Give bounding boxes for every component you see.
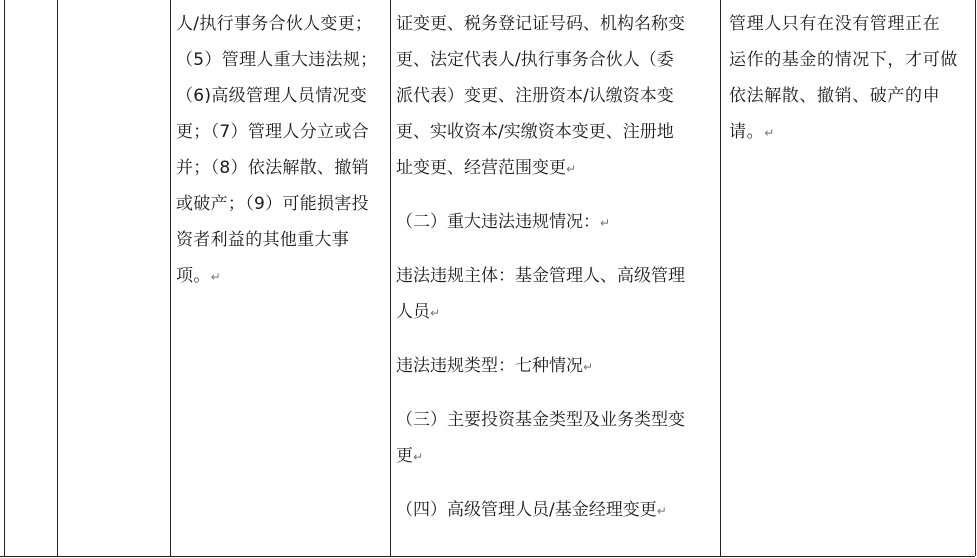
text-line: 更；（7）管理人分立或合 <box>176 122 369 142</box>
paragraph-section-4 <box>396 492 716 529</box>
paragraph-mark-icon: ↵ <box>210 270 221 284</box>
text-line: 运作的基金的情况下，才可做 <box>729 50 958 70</box>
text-line: 派代表）变更、注册资本/认缴资本变 <box>396 86 674 106</box>
text-line <box>396 204 716 241</box>
column-divider-2 <box>170 0 171 556</box>
text-line <box>396 150 716 187</box>
column-divider-1 <box>57 0 58 556</box>
table-border-left <box>4 0 5 556</box>
text-line <box>396 438 716 475</box>
text-line: 管理人只有在没有管理正在 <box>729 14 941 34</box>
paragraph-registration-changes <box>396 6 716 187</box>
text-line: 人/执行事务合伙人变更； <box>176 14 373 34</box>
text-fragment: 依法解散、撤销、破产的申请。 <box>729 86 941 142</box>
text-line <box>396 294 716 331</box>
paragraph-violation-types <box>396 348 716 385</box>
paragraph-mark-icon: ↵ <box>430 306 441 320</box>
cell-change-items <box>176 6 388 295</box>
text-line <box>729 78 973 151</box>
cell-disclosure-details <box>396 6 716 529</box>
text-line: （6)高级管理人员情况变 <box>176 86 368 106</box>
text-fragment: 违法违规类型：七种情况 <box>396 356 583 376</box>
paragraph-violation-subject <box>396 258 716 331</box>
text-fragment: 项。 <box>176 266 211 286</box>
text-line <box>396 348 716 385</box>
column-divider-4 <box>720 0 721 556</box>
paragraph-section-3 <box>396 402 716 475</box>
section-heading: （二）重大违法违规情况： <box>396 212 600 232</box>
section-heading: （四）高级管理人员/基金经理变更 <box>396 500 657 520</box>
paragraph-mark-icon: ↵ <box>566 162 577 176</box>
text-line: 或破产；（9）可能损害投 <box>176 194 369 214</box>
text-line: 并；（8）依法解散、撤销 <box>176 158 369 178</box>
paragraph-mark-icon: ↵ <box>600 216 611 230</box>
paragraph-mark-icon: ↵ <box>764 126 775 140</box>
column-divider-3 <box>390 0 391 556</box>
table-border-bottom <box>0 556 975 557</box>
paragraph-mark-icon: ↵ <box>413 450 424 464</box>
text-fragment: 人员 <box>396 302 430 322</box>
text-line: （三）主要投资基金类型及业务类型变 <box>396 410 685 430</box>
text-fragment: 更 <box>396 446 413 466</box>
text-line: （5）管理人重大违法规； <box>176 50 378 70</box>
text-line: 更、实收资本/实缴资本变更、注册地 <box>396 122 674 142</box>
table-border-right <box>975 0 976 556</box>
paragraph-mark-icon: ↵ <box>656 504 667 518</box>
text-line <box>396 492 716 529</box>
text-line: 资者利益的其他重大事 <box>176 230 349 250</box>
text-line: 证变更、税务登记证号码、机构名称变 <box>396 14 685 34</box>
text-line: 违法违规主体：基金管理人、高级管理 <box>396 266 685 286</box>
paragraph-mark-icon: ↵ <box>583 360 594 374</box>
text-line <box>176 258 388 295</box>
text-fragment: 址变更、经营范围变更 <box>396 158 566 178</box>
cell-remarks <box>729 6 973 151</box>
paragraph-section-2 <box>396 204 716 241</box>
text-line: 更、法定代表人/执行事务合伙人（委 <box>396 50 674 70</box>
